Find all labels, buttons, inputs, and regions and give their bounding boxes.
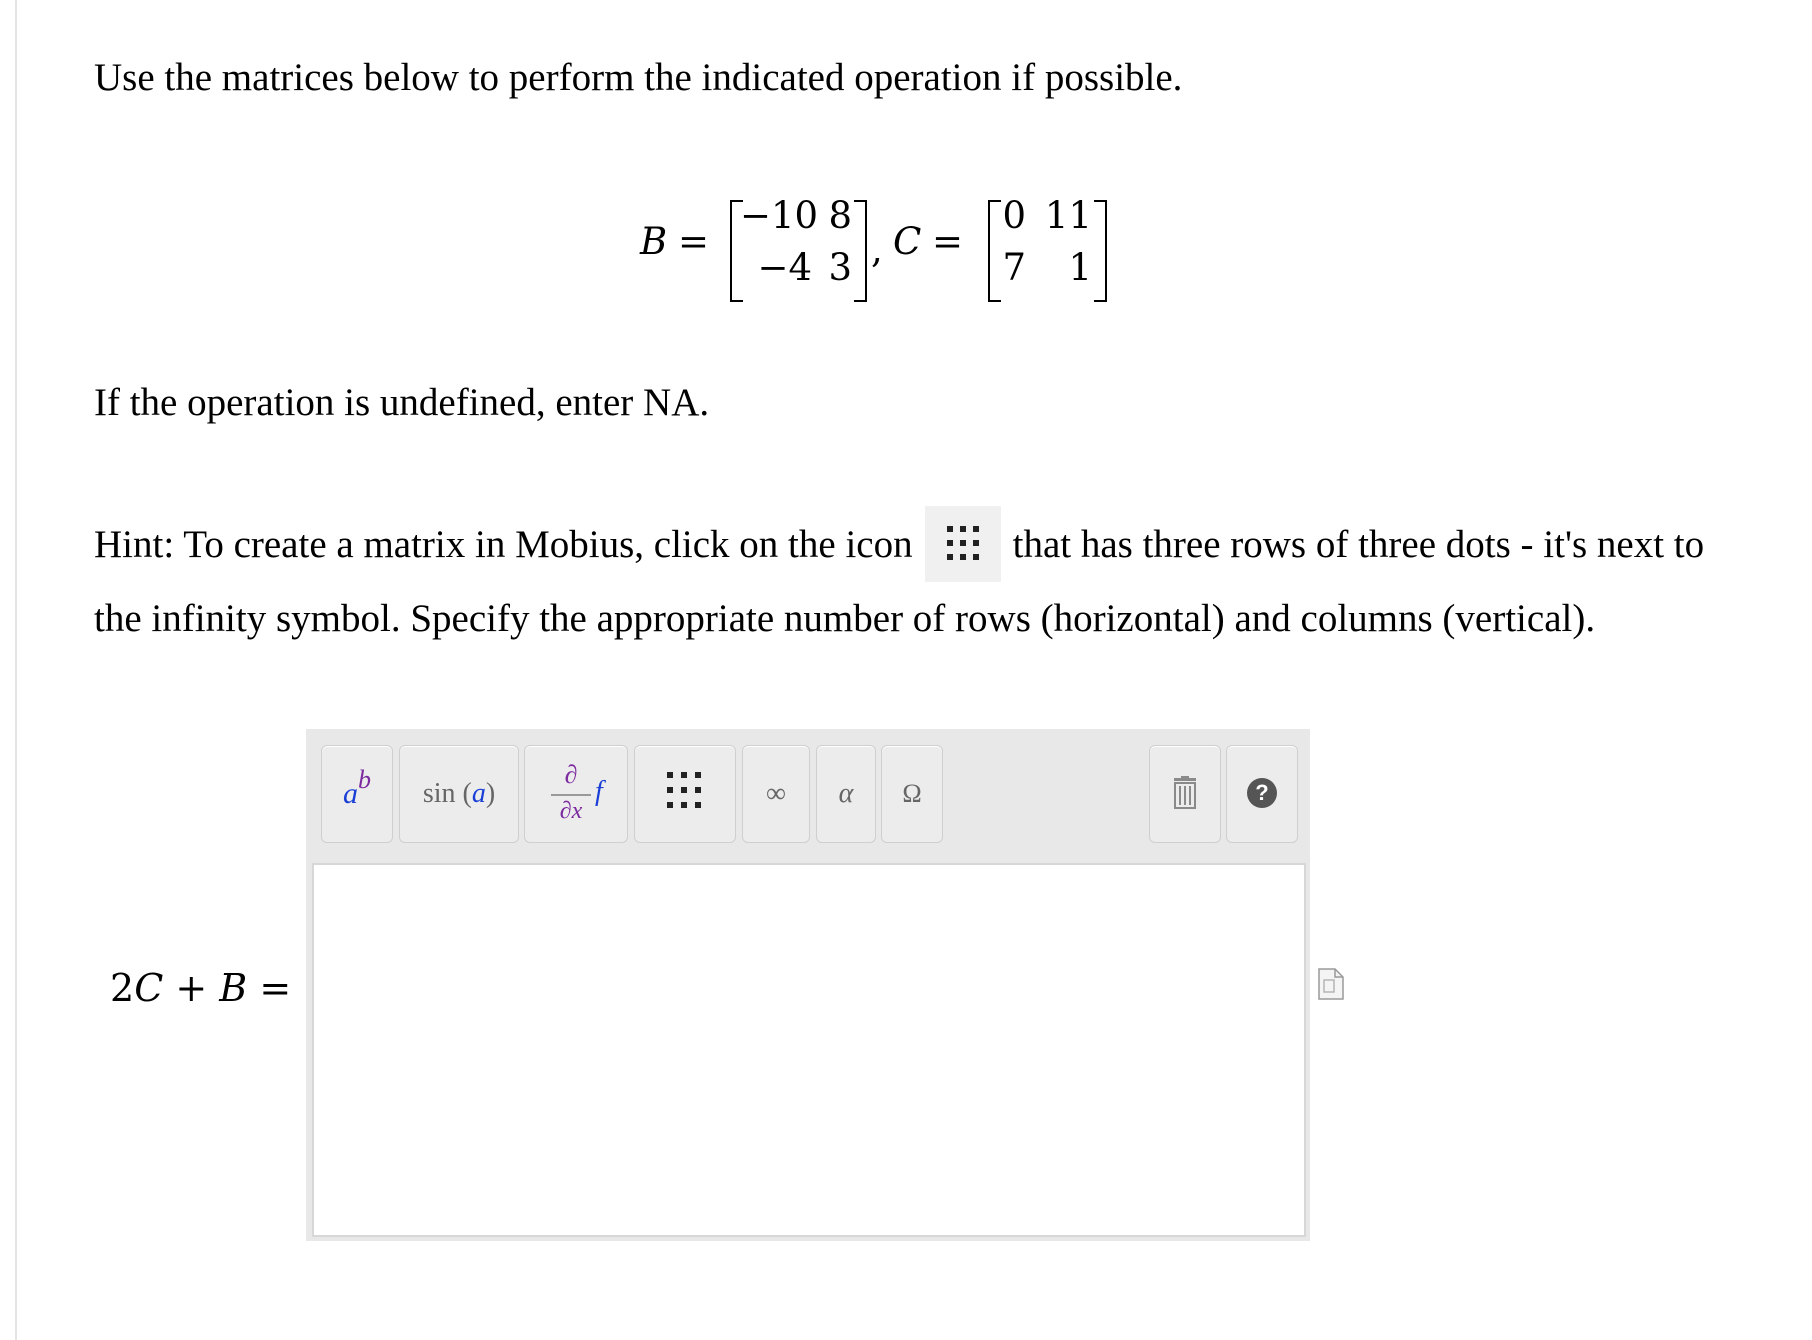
hint-text-after: that has three rows of three dots - it's next to: [1012, 522, 1705, 566]
matrix-c-cell: 11: [1044, 194, 1092, 237]
delete-button[interactable]: [1149, 745, 1221, 843]
prompt-b: B: [219, 966, 248, 1010]
undefined-note: If the operation is undefined, enter NA.: [94, 381, 710, 424]
trash-icon: [1172, 776, 1198, 810]
matrix-b-cell: −4: [757, 246, 812, 289]
derivative-numerator: ∂: [564, 760, 578, 789]
symbols-button[interactable]: [881, 745, 943, 843]
alpha-icon: α: [838, 778, 854, 809]
function-button[interactable]: [399, 745, 519, 843]
matrix-c-right-bracket: [1094, 200, 1107, 302]
infinity-button[interactable]: [742, 745, 810, 843]
matrix-b-equals: =: [678, 220, 710, 263]
prompt-c: C: [134, 966, 164, 1010]
instruction-text: Use the matrices below to perform the indicated operation if possible.: [94, 56, 1183, 99]
answer-prompt: [110, 966, 291, 1010]
matrix-icon: [667, 772, 705, 812]
matrix-b-cell: −10: [740, 194, 819, 237]
sin-fn: sin: [422, 778, 456, 809]
matrix-grid-icon: [925, 506, 1001, 582]
power-base: a: [343, 777, 358, 810]
fraction-bar: [551, 794, 591, 796]
help-icon: ?: [1247, 778, 1277, 808]
calculus-button[interactable]: [524, 745, 628, 843]
matrix-b-name: B: [640, 220, 668, 263]
sin-close-paren: ): [485, 778, 496, 809]
matrix-definition: [640, 194, 1200, 300]
derivative-denominator: ∂x: [559, 798, 583, 824]
omega-icon: Ω: [902, 779, 922, 808]
hint-line-2: the infinity symbol. Specify the appropriate number of rows (horizontal) and columns (vertical).: [94, 597, 1596, 640]
sin-arg: a: [471, 778, 486, 809]
greek-button[interactable]: [816, 745, 876, 843]
hint-text-before: Hint: To create a matrix in Mobius, click on the icon: [94, 522, 913, 566]
help-button[interactable]: [1226, 745, 1298, 843]
power-exponent: b: [358, 765, 371, 794]
matrix-b-right-bracket: [854, 200, 867, 302]
prompt-plus: +: [175, 966, 208, 1010]
matrix-b-cell: 3: [828, 246, 852, 289]
left-border: [15, 0, 17, 1340]
prompt-coefficient: 2: [110, 966, 135, 1010]
hint-line-1: [94, 510, 1704, 586]
sin-open-paren: (: [462, 778, 472, 809]
infinity-icon: ∞: [766, 778, 786, 809]
answer-input[interactable]: [312, 863, 1306, 1237]
matrix-c-cell: 0: [1002, 194, 1026, 237]
matrix-c-equals: =: [932, 220, 964, 263]
matrix-button[interactable]: [634, 745, 736, 843]
matrix-b-cell: 8: [828, 194, 852, 237]
equation-editor: [306, 729, 1310, 1241]
prompt-equals: =: [259, 966, 292, 1010]
matrix-c-name: C: [893, 220, 922, 263]
derivative-function: f: [595, 776, 603, 807]
matrix-c-cell: 1: [1068, 246, 1092, 289]
power-button[interactable]: [321, 745, 393, 843]
matrix-c-cell: 7: [1002, 246, 1026, 289]
matrix-separator: ,: [871, 228, 883, 271]
preview-document-icon[interactable]: [1318, 968, 1344, 1000]
